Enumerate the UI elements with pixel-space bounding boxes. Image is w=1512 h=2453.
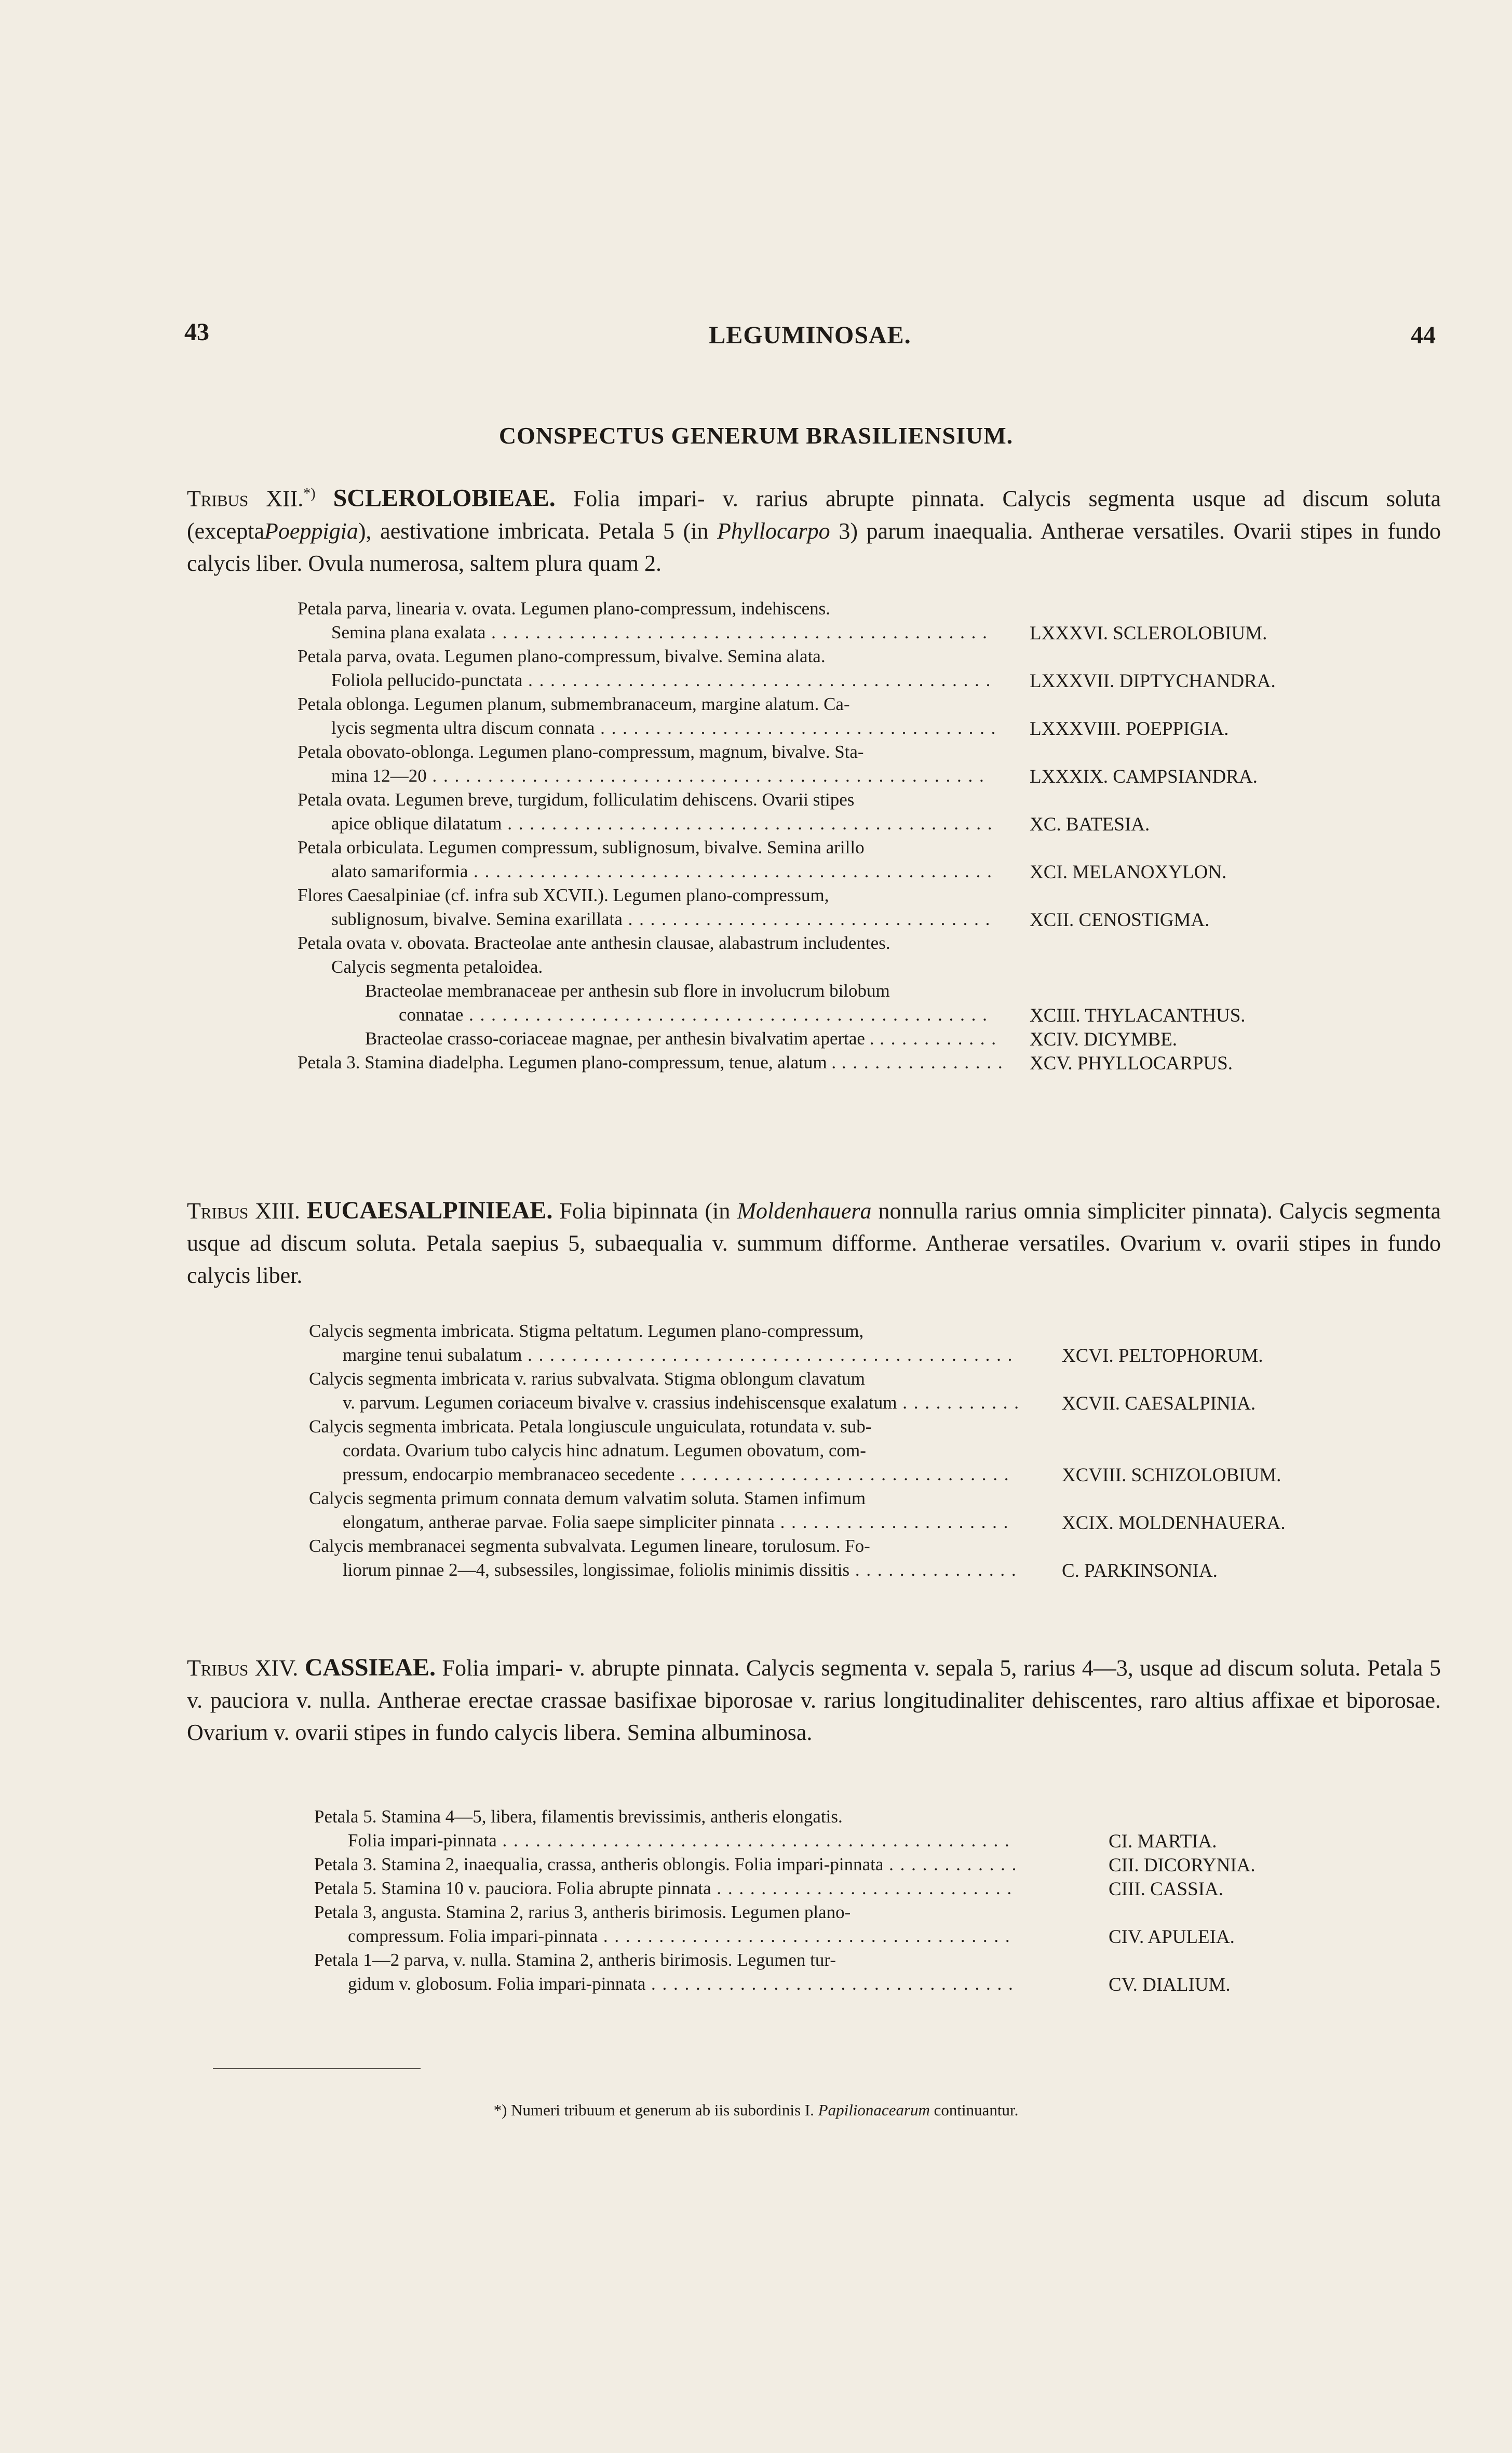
key-line: sublignosum, bivalve. Semina exarillata . . . . . . . . . . . . . . . . . . . . . . . . . . . . . . . . . bbox=[331, 909, 991, 929]
genus-italic: Phyllocarpo bbox=[717, 518, 830, 544]
key-line: Petala ovata. Legumen breve, turgidum, folliculatim dehiscens. Ovarii stipes bbox=[298, 789, 855, 810]
leader-dots: . . . . . . . . . . . . . . . . . . . . . . . . . . . . . . . . . . . . . . . . . . . . . . bbox=[496, 1830, 1010, 1851]
key-line: v. parvum. Legumen coriaceum bivalve v. crassius indehiscensque exalatum . . . . . . . . . . . bbox=[343, 1392, 1020, 1413]
key-line: connatae . . . . . . . . . . . . . . . . . . . . . . . . . . . . . . . . . . . . . . . . . . . . . . . bbox=[399, 1004, 988, 1025]
leader-dots: . . . . . . . . . . . bbox=[874, 1028, 997, 1049]
key-line: Petala parva, ovata. Legumen plano-compressum, bivalve. Semina alata. bbox=[298, 646, 826, 666]
leader-dots: . . . . . . . . . . . . . . . . . . . . . . . . . . . . . . . . . . . . . . . . . . . . . . . . . . bbox=[426, 766, 985, 786]
footnote-text-end: continuantur. bbox=[934, 2101, 1019, 2119]
tribus-text: 3) parum inaequalia. Antherae versatiles. Ovarii stipes in fundo calycis liber. Ovula numerosa, saltem plura quam 2. bbox=[187, 518, 1441, 576]
footnote-italic: Papilionacearum bbox=[818, 2101, 930, 2119]
genus-name: LXXXVII. DIPTYCHANDRA. bbox=[1030, 671, 1276, 692]
tribus-xii-intro bbox=[187, 478, 1441, 580]
tribus-name: SCLEROLOBIEAE. bbox=[333, 484, 556, 512]
leader-dots: . . . . . . . . . . . . . . . . . . . . . . . . . . . . . . . . . . . . . . . . . . . . bbox=[522, 1345, 1014, 1365]
key-line: compressum. Folia impari-pinnata . . . . . . . . . . . . . . . . . . . . . . . . . . . . . . . . . . . . . bbox=[348, 1926, 1011, 1946]
tribus-xiv-intro bbox=[187, 1652, 1441, 1749]
genus-name: XCVIII. SCHIZOLOBIUM. bbox=[1062, 1465, 1281, 1486]
genus-name: CV. DIALIUM. bbox=[1109, 1974, 1231, 1995]
key-line: Petala 3. Stamina diadelpha. Legumen plano-compressum, tenue, alatum . . . . . . . . . . . . . . . . bbox=[298, 1052, 1004, 1073]
tribus-text: ), aestivatione imbricata. Petala 5 (in bbox=[358, 518, 709, 544]
key-line: margine tenui subalatum . . . . . . . . . . . . . . . . . . . . . . . . . . . . . . . . . . . . . . . . . . . . bbox=[343, 1345, 1014, 1365]
key-line: Petala orbiculata. Legumen compressum, sublignosum, bivalve. Semina arillo bbox=[298, 837, 865, 857]
genus-name: LXXXIX. CAMPSIANDRA. bbox=[1030, 766, 1258, 787]
leader-dots: . . . . . . . . . . . . . . . . . . . . . . . . . . . . . . . . . . . . . bbox=[598, 1926, 1011, 1946]
tribus-text: nonnulla rarius omnia simpliciter pinnata). Calycis segmenta usque ad discum soluta. Petala saepius 5, subaequalia v. summum difforme. Antherae versatiles. Ovarium v. ovarii stipes in fundo calycis liber. bbox=[187, 1198, 1441, 1288]
leader-dots: . . . . . . . . . . . . . . . . . . . . . bbox=[774, 1512, 1009, 1532]
genus-name: C. PARKINSONIA. bbox=[1062, 1560, 1218, 1581]
genus-name: XCVII. CAESALPINIA. bbox=[1062, 1393, 1256, 1414]
key-line: Petala 5. Stamina 10 v. pauciora. Folia abrupte pinnata . . . . . . . . . . . . . . . . . . . . . . . . . . . bbox=[314, 1878, 1013, 1898]
key-line: Petala ovata v. obovata. Bracteolae ante anthesin clausae, alabastrum includentes. bbox=[298, 933, 890, 953]
key-line: Petala obovato-oblonga. Legumen plano-compressum, magnum, bivalve. Sta- bbox=[298, 742, 864, 762]
genus-name: XCIII. THYLACANTHUS. bbox=[1030, 1005, 1246, 1026]
leader-dots: . . . . . . . . . . . bbox=[897, 1392, 1020, 1413]
genus-name: CIV. APULEIA. bbox=[1109, 1926, 1235, 1948]
tribus-number: XII. bbox=[266, 486, 304, 512]
key-line: Petala 3. Stamina 2, inaequalia, crassa, antheris oblongis. Folia impari-pinnata . . . . . . . . . . . . bbox=[314, 1854, 1018, 1874]
footnote bbox=[0, 2101, 1512, 2120]
tribus-name: EUCAESALPINIEAE. bbox=[306, 1197, 553, 1224]
tribus-number: XIV. bbox=[254, 1655, 299, 1681]
leader-dots: . . . . . . . . . . . . . . . bbox=[836, 1052, 1004, 1073]
page-number-left: 43 bbox=[184, 318, 209, 346]
running-header bbox=[184, 318, 1436, 354]
key-line: lycis segmenta ultra discum connata . . . . . . . . . . . . . . . . . . . . . . . . . . . . . . . . . . . . bbox=[331, 718, 997, 738]
genus-name: XCVI. PELTOPHORUM. bbox=[1062, 1345, 1263, 1366]
leader-dots: . . . . . . . . . . . . . . . . . . . . . . . . . . . . . . . . . bbox=[645, 1974, 1014, 1994]
key-line: Calycis segmenta petaloidea. bbox=[331, 957, 543, 977]
tribus-xiii-intro bbox=[187, 1195, 1441, 1292]
genus-italic: Poeppigia bbox=[264, 518, 358, 544]
running-title: LEGUMINOSAE. bbox=[709, 321, 911, 349]
tribus-label: Tribus bbox=[187, 1655, 249, 1681]
key-line: elongatum, antherae parvae. Folia saepe simpliciter pinnata . . . . . . . . . . . . . . . . . . . . . bbox=[343, 1512, 1009, 1532]
key-line: Bracteolae crasso-coriaceae magnae, per anthesin bivalvatim apertae . . . . . . . . . . . . bbox=[365, 1028, 997, 1049]
page-title: CONSPECTUS GENERUM BRASILIENSIUM. bbox=[498, 422, 1014, 449]
genus-name: CI. MARTIA. bbox=[1109, 1831, 1217, 1852]
leader-dots: . . . . . . . . . . . . . . . . . . . . . . . . . . . bbox=[711, 1878, 1013, 1898]
key-line: Calycis segmenta imbricata v. rarius subvalvata. Stigma oblongum clavatum bbox=[309, 1369, 865, 1389]
genus-name: XCV. PHYLLOCARPUS. bbox=[1030, 1053, 1233, 1074]
key-line: alato samariformia . . . . . . . . . . . . . . . . . . . . . . . . . . . . . . . . . . . . . . . . . . . . . . . bbox=[331, 861, 993, 881]
key-line: cordata. Ovarium tubo calycis hinc adnatum. Legumen obovatum, com- bbox=[343, 1440, 866, 1460]
leader-dots: . . . . . . . . . . . . . . . bbox=[849, 1560, 1017, 1580]
tribus-label: Tribus bbox=[187, 486, 249, 512]
leader-dots: . . . . . . . . . . . . . . . . . . . . . . . . . . . . . . . . . . . . bbox=[595, 718, 997, 738]
leader-dots: . . . . . . . . . . . . . . . . . . . . . . . . . . . . . . . . . . . . . . . . . . . . . bbox=[485, 622, 988, 642]
key-line: Semina plana exalata . . . . . . . . . . . . . . . . . . . . . . . . . . . . . . . . . . . . . . . . . . . . . bbox=[331, 622, 988, 642]
footnote-mark: *) bbox=[303, 486, 316, 502]
genus-name: LXXXVI. SCLEROLOBIUM. bbox=[1030, 623, 1267, 644]
leader-dots: . . . . . . . . . . . . . . . . . . . . . . . . . . . . . . . . . . . . . . . . . . bbox=[522, 670, 992, 690]
key-line: gidum v. globosum. Folia impari-pinnata . . . . . . . . . . . . . . . . . . . . . . . . . . . . . . . . . bbox=[348, 1974, 1014, 1994]
tribus-label: Tribus bbox=[187, 1198, 249, 1224]
tribus-text: Folia impari- v. rarius abrupte pinnata. Calycis segmenta usque ad discum soluta (excepta bbox=[187, 486, 1441, 544]
leader-dots: . . . . . . . . . . . . . . . . . . . . . . . . . . . . . . bbox=[674, 1464, 1010, 1484]
genus-name: LXXXVIII. POEPPIGIA. bbox=[1030, 718, 1229, 740]
key-line: Flores Caesalpiniae (cf. infra sub XCVII.). Legumen plano-compressum, bbox=[298, 885, 829, 905]
genus-name: CIII. CASSIA. bbox=[1109, 1879, 1223, 1900]
leader-dots: . . . . . . . . . . . . . . . . . . . . . . . . . . . . . . . . . bbox=[622, 909, 991, 929]
key-line: Folia impari-pinnata . . . . . . . . . . . . . . . . . . . . . . . . . . . . . . . . . . . . . . . . . . . . . . bbox=[348, 1830, 1010, 1851]
key-line: Calycis segmenta imbricata. Petala longiuscule unguiculata, rotundata v. sub- bbox=[309, 1416, 872, 1437]
key-line: apice oblique dilatatum . . . . . . . . . . . . . . . . . . . . . . . . . . . . . . . . . . . . . . . . . . . . bbox=[331, 813, 993, 834]
key-line: Petala 5. Stamina 4—5, libera, filamentis brevissimis, antheris elongatis. bbox=[314, 1806, 843, 1827]
genus-name: XCIX. MOLDENHAUERA. bbox=[1062, 1512, 1286, 1534]
key-line: mina 12—20 . . . . . . . . . . . . . . . . . . . . . . . . . . . . . . . . . . . . . . . . . . . . . . . . . . bbox=[331, 766, 985, 786]
key-line: Calycis membranacei segmenta subvalvata. Legumen lineare, torulosum. Fo- bbox=[309, 1536, 870, 1556]
footnote-rule bbox=[213, 2068, 421, 2069]
key-line: Petala parva, linearia v. ovata. Legumen plano-compressum, indehiscens. bbox=[298, 598, 830, 619]
leader-dots: . . . . . . . . . . . . . . . . . . . . . . . . . . . . . . . . . . . . . . . . . . . . bbox=[502, 813, 993, 834]
leader-dots: . . . . . . . . . . . . . . . . . . . . . . . . . . . . . . . . . . . . . . . . . . . . . . . bbox=[463, 1004, 988, 1025]
tribus-number: XIII. bbox=[255, 1198, 300, 1224]
key-line: Bracteolae membranaceae per anthesin sub flore in involucrum bilobum bbox=[365, 981, 890, 1001]
key-line: Petala 3, angusta. Stamina 2, rarius 3, antheris birimosis. Legumen plano- bbox=[314, 1902, 851, 1922]
key-line: liorum pinnae 2—4, subsessiles, longissimae, foliolis minimis dissitis . . . . . . . . . . . . . . . bbox=[343, 1560, 1017, 1580]
key-line: Calycis segmenta imbricata. Stigma peltatum. Legumen plano-compressum, bbox=[309, 1321, 864, 1341]
key-line: Petala 1—2 parva, v. nulla. Stamina 2, antheris birimosis. Legumen tur- bbox=[314, 1950, 836, 1970]
tribus-text: Folia impari- v. abrupte pinnata. Calycis segmenta v. sepala 5, rarius 4—3, usque ad discum soluta. Petala 5 v. pauciora v. nulla. Antherae erectae crassae basifixae biporosae v. rarius longitudinaliter dehiscentes, raro altius affixae et biporosae. Ovarium v. ovarii stipes in fundo calycis libera. Semina albuminosa. bbox=[187, 1655, 1441, 1745]
genus-name: XCII. CENOSTIGMA. bbox=[1030, 909, 1210, 931]
genus-name: XCIV. DICYMBE. bbox=[1030, 1029, 1178, 1050]
genus-italic: Moldenhauera bbox=[737, 1198, 872, 1224]
key-line: Calycis segmenta primum connata demum valvatim soluta. Stamen infimum bbox=[309, 1488, 866, 1508]
tribus-name: CASSIEAE. bbox=[304, 1654, 436, 1681]
key-line: pressum, endocarpio membranaceo secedente . . . . . . . . . . . . . . . . . . . . . . . . . . . . . . bbox=[343, 1464, 1010, 1484]
genus-name: XCI. MELANOXYLON. bbox=[1030, 862, 1227, 883]
key-line: Petala oblonga. Legumen planum, submembranaceum, margine alatum. Ca- bbox=[298, 694, 850, 714]
footnote-mark: *) bbox=[493, 2101, 507, 2119]
page-number-right: 44 bbox=[1411, 321, 1436, 349]
key-line: Foliola pellucido-punctata . . . . . . . . . . . . . . . . . . . . . . . . . . . . . . . . . . . . . . . . . . bbox=[331, 670, 992, 690]
footnote-text: Numeri tribuum et generum ab iis subordinis I. bbox=[511, 2101, 814, 2119]
tribus-text: Folia bipinnata (in bbox=[559, 1198, 731, 1224]
leader-dots: . . . . . . . . . . . . bbox=[883, 1854, 1018, 1874]
leader-dots: . . . . . . . . . . . . . . . . . . . . . . . . . . . . . . . . . . . . . . . . . . . . . . . bbox=[468, 861, 993, 881]
genus-name: XC. BATESIA. bbox=[1030, 814, 1150, 835]
genus-name: CII. DICORYNIA. bbox=[1109, 1855, 1256, 1876]
